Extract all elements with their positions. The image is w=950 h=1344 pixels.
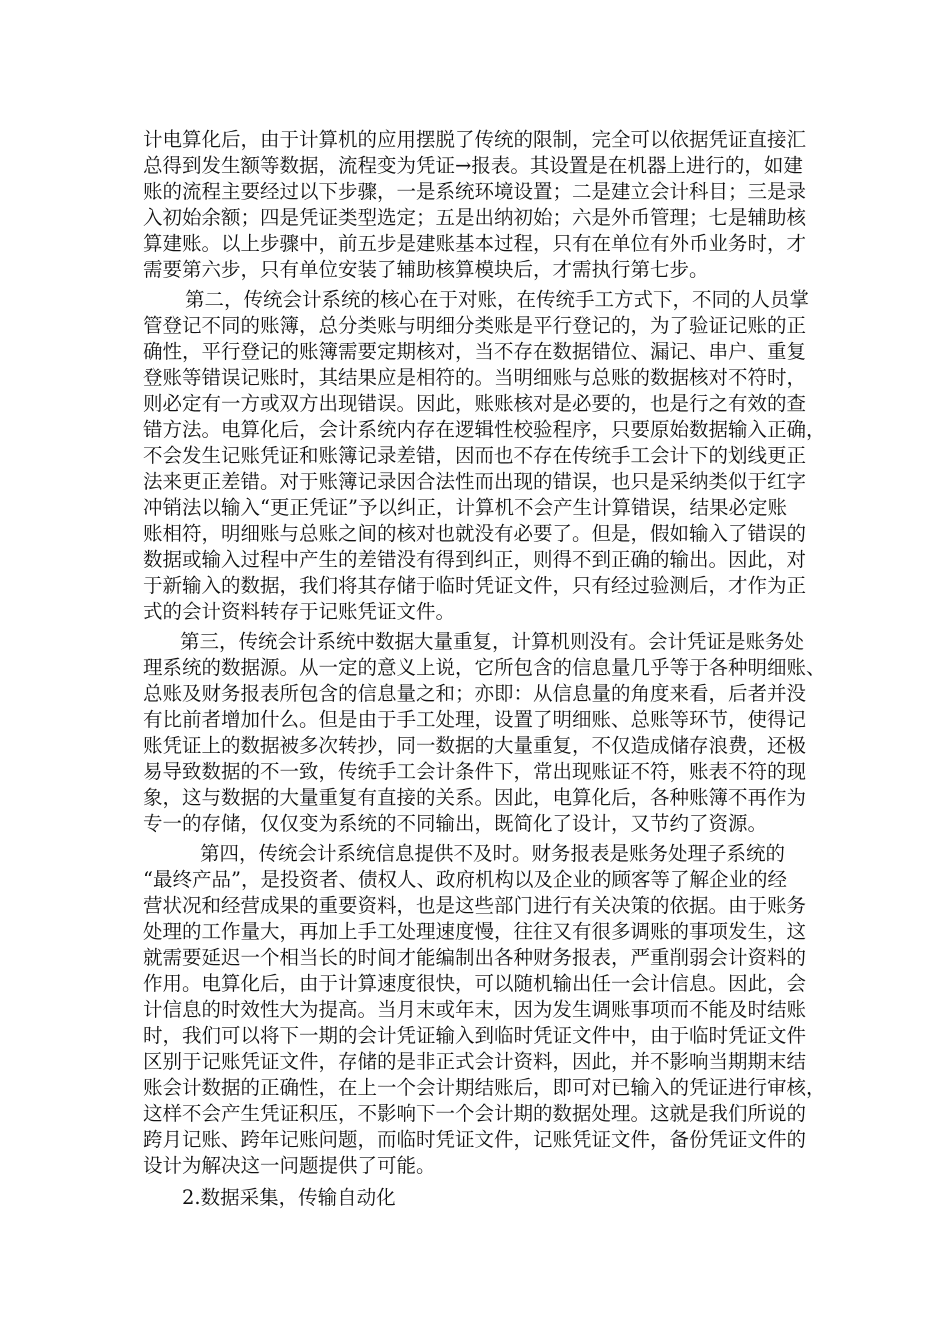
text-line: 总得到发生额等数据，流程变为凭证→报表。其设置是在机器上进行的，如建 [143, 154, 803, 177]
text-line: 算建账。以上步骤中，前五步是建账基本过程，只有在单位有外币业务时，才 [143, 232, 807, 255]
text-line: 第二，传统会计系统的核心在于对账，在传统手工方式下，不同的人员掌 [185, 288, 810, 311]
text-line: 营状况和经营成果的重要资料，也是这些部门进行有关决策的依据。由于账务 [143, 894, 807, 917]
text-line: 入初始余额；四是凭证类型选定；五是出纳初始；六是外币管理；七是辅助核 [143, 206, 807, 229]
text-line: “最终产品”，是投资者、债权人、政府机构以及企业的顾客等了解企业的经 [143, 868, 787, 891]
text-line: 法来更正差错。对于账簿记录因合法性而出现的错误，也只是采纳类似于红字 [143, 470, 807, 493]
text-line: 登账等错误记账时，其结果应是相符的。当明细账与总账的数据核对不符时， [143, 366, 807, 389]
section-heading: 2.数据采集，传输自动化 [182, 1186, 396, 1209]
text-line: 账的流程主要经过以下步骤，一是系统环境设置；二是建立会计科目；三是录 [143, 180, 807, 203]
text-line: 作用。电算化后，由于计算速度很快，可以随机输出任一会计信息。因此，会 [143, 972, 807, 995]
text-line: 第三，传统会计系统中数据大量重复，计算机则没有。会计凭证是账务处 [180, 630, 805, 653]
text-line: 计信息的时效性大为提高。当月末或年末，因为发生调账事项而不能及时结账 [143, 998, 807, 1021]
text-line: 时，我们可以将下一期的会计凭证输入到临时凭证文件中，由于临时凭证文件 [143, 1024, 807, 1047]
text-line: 跨月记账、跨年记账问题，而临时凭证文件，记账凭证文件，备份凭证文件的 [143, 1128, 807, 1151]
text-line: 这样不会产生凭证积压，不影响下一个会计期的数据处理。这就是我们所说的 [143, 1102, 807, 1125]
text-line: 理系统的数据源。从一定的意义上说，它所包含的信息量几乎等于各种明细账、 [143, 656, 826, 679]
text-line: 则必定有一方或双方出现错误。因此，账账核对是必要的，也是行之有效的查 [143, 392, 807, 415]
text-line: 账凭证上的数据被多次转抄，同一数据的大量重复，不仅造成储存浪费，还极 [143, 734, 807, 757]
text-line: 处理的工作量大，再加上手工处理速度慢，往往又有很多调账的事项发生，这 [143, 920, 807, 943]
text-line: 需要第六步，只有单位安装了辅助核算模块后，才需执行第七步。 [143, 258, 709, 281]
text-line: 于新输入的数据，我们将其存储于临时凭证文件，只有经过验测后，才作为正 [143, 574, 807, 597]
text-line: 就需要延迟一个相当长的时间才能编制出各种财务报表，严重削弱会计资料的 [143, 946, 807, 969]
text-line: 设计为解决这一问题提供了可能。 [143, 1154, 436, 1177]
text-line: 冲销法以输入“更正凭证”予以纠正，计算机不会产生计算错误，结果必定账 [143, 496, 787, 519]
text-line: 账相符，明细账与总账之间的核对也就没有必要了。但是，假如输入了错误的 [143, 522, 807, 545]
text-line: 有比前者增加什么。但是由于手工处理，设置了明细账、总账等环节，使得记 [143, 708, 807, 731]
text-line: 不会发生记账凭证和账簿记录差错，因而也不存在传统手工会计下的划线更正 [143, 444, 807, 467]
text-line: 象，这与数据的大量重复有直接的关系。因此，电算化后，各种账簿不再作为 [143, 786, 807, 809]
text-line: 第四，传统会计系统信息提供不及时。财务报表是账务处理子系统的 [200, 842, 786, 865]
text-line: 式的会计资料转存于记账凭证文件。 [143, 600, 456, 623]
text-line: 数据或输入过程中产生的差错没有得到纠正，则得不到正确的输出。因此，对 [143, 548, 807, 571]
text-line: 专一的存储，仅仅变为系统的不同输出，既简化了设计，又节约了资源。 [143, 812, 768, 835]
text-line: 总账及财务报表所包含的信息量之和；亦即：从信息量的角度来看，后者并没 [143, 682, 807, 705]
text-line: 错方法。电算化后，会计系统内存在逻辑性校验程序，只要原始数据输入正确， [143, 418, 826, 441]
text-line: 确性，平行登记的账簿需要定期核对，当不存在数据错位、漏记、串户、重复 [143, 340, 807, 363]
text-line: 区别于记账凭证文件，存储的是非正式会计资料，因此，并不影响当期期末结 [143, 1050, 807, 1073]
text-line: 账会计数据的正确性，在上一个会计期结账后，即可对已输入的凭证进行审核， [143, 1076, 826, 1099]
text-line: 管登记不同的账簿，总分类账与明细分类账是平行登记的，为了验证记账的正 [143, 314, 807, 337]
text-line: 计电算化后，由于计算机的应用摆脱了传统的限制，完全可以依据凭证直接汇 [143, 128, 807, 151]
text-line: 易导致数据的不一致，传统手工会计条件下，常出现账证不符，账表不符的现 [143, 760, 807, 783]
